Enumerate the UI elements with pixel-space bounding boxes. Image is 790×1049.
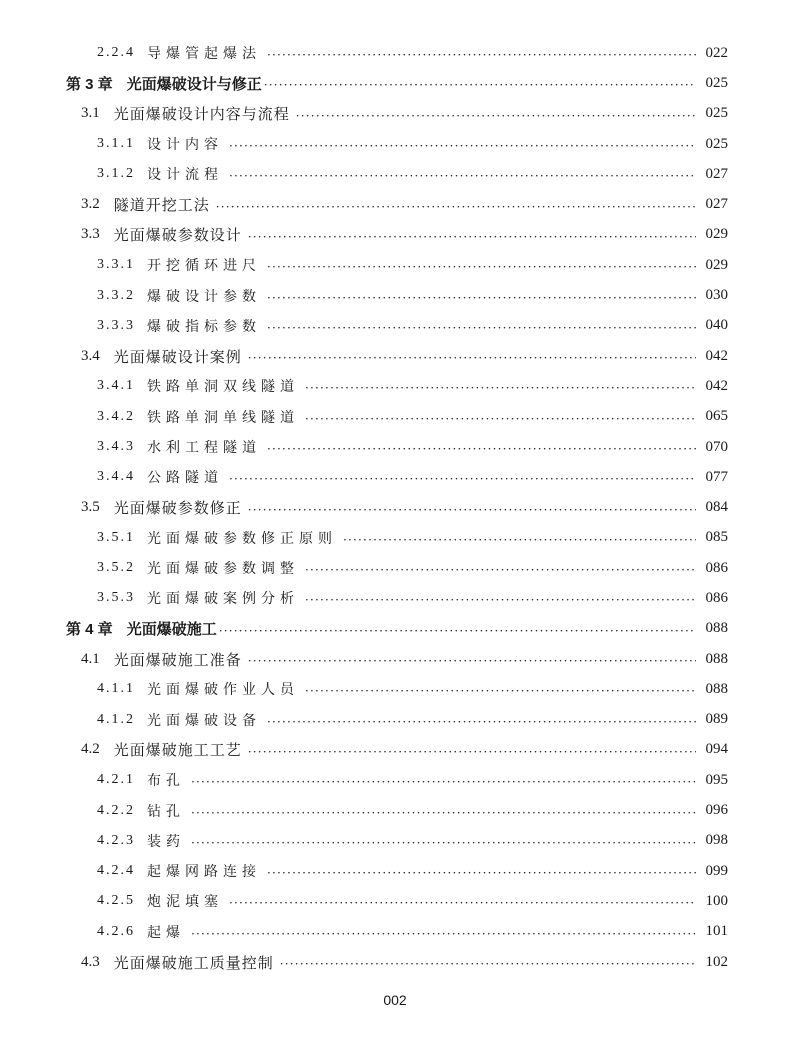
toc-entry-page: 077	[705, 468, 728, 485]
toc-entry-title: 光面爆破设计案例	[113, 347, 242, 366]
toc-entry-section[interactable]	[0, 341, 790, 371]
toc-entry-section[interactable]	[0, 492, 790, 522]
dot-leader	[191, 775, 696, 789]
dot-leader	[280, 957, 696, 971]
toc-entry-number: 3.3.2	[97, 287, 135, 303]
toc-entry-page: 070	[705, 438, 728, 455]
toc-entry-sub[interactable]	[0, 583, 790, 613]
toc-entry-page: 029	[705, 256, 728, 273]
toc-entry-sub[interactable]	[0, 917, 790, 947]
toc-entry-sub[interactable]	[0, 553, 790, 583]
toc-entry-page: 088	[705, 650, 728, 667]
dot-leader	[343, 533, 696, 547]
dot-leader	[229, 169, 696, 183]
toc-entry-title: 光面爆破参数修正	[113, 499, 242, 518]
toc-entry-title: 公路隧道	[147, 470, 223, 487]
toc-entry-page: 029	[705, 226, 728, 243]
toc-entry-page: 102	[705, 953, 728, 970]
toc-entry-title: 炮泥填塞	[147, 894, 223, 911]
toc-entry-sub[interactable]	[0, 523, 790, 553]
dot-leader	[229, 896, 696, 910]
toc-entry-page: 040	[705, 317, 728, 334]
toc-entry-page: 042	[705, 347, 728, 364]
dot-leader	[248, 745, 696, 759]
toc-entry-sub[interactable]	[0, 462, 790, 492]
dot-leader	[216, 200, 696, 214]
toc-entry-title: 光面爆破施工	[126, 620, 217, 639]
toc-entry-page: 027	[705, 165, 728, 182]
toc-entry-title: 起爆网路连接	[147, 864, 261, 881]
toc-entry-number: 3.3.3	[97, 317, 135, 333]
toc-entry-title: 铁路单洞单线隧道	[147, 409, 299, 426]
toc-entry-title: 爆破设计参数	[147, 288, 261, 305]
toc-entry-section[interactable]	[0, 220, 790, 250]
toc-entry-sub[interactable]	[0, 886, 790, 916]
dot-leader	[267, 291, 696, 305]
toc-entry-title: 光面爆破施工工艺	[113, 741, 242, 760]
dot-leader	[267, 715, 696, 729]
toc-entry-number: 3.4.2	[97, 408, 135, 424]
dot-leader	[229, 472, 696, 486]
toc-entry-page: 027	[705, 196, 728, 213]
toc-entry-sub[interactable]	[0, 129, 790, 159]
dot-leader	[248, 503, 696, 517]
toc-entry-title: 起爆	[147, 924, 185, 941]
toc-entry-sub[interactable]	[0, 674, 790, 704]
toc-entry-sub[interactable]	[0, 159, 790, 189]
toc-entry-number: 4.2.2	[97, 802, 135, 818]
toc-entry-title: 光面爆破参数调整	[147, 561, 299, 578]
toc-entry-sub[interactable]	[0, 856, 790, 886]
toc-entry-number: 3.4.1	[97, 378, 135, 394]
dot-leader	[248, 654, 696, 668]
dot-leader	[191, 836, 696, 850]
toc-entry-sub[interactable]	[0, 765, 790, 795]
toc-entry-number: 4.2	[81, 741, 100, 758]
toc-entry-page: 094	[705, 741, 728, 758]
toc-entry-number: 3.4	[81, 347, 100, 364]
dot-leader	[248, 230, 696, 244]
toc-entry-number: 4.2.5	[97, 893, 135, 909]
toc-entry-title: 导爆管起爆法	[147, 46, 261, 63]
toc-entry-sub[interactable]	[0, 280, 790, 310]
toc-entry-page: 096	[705, 802, 728, 819]
toc-entry-number: 3.1.2	[97, 166, 135, 182]
toc-entry-number: 3.3.1	[97, 257, 135, 273]
toc-entry-number: 4.2.4	[97, 863, 135, 879]
toc-entry-title: 光面爆破参数设计	[113, 226, 242, 245]
toc-entry-number: 4.2.6	[97, 923, 135, 939]
dot-leader	[229, 139, 696, 153]
toc-entry-title: 设计流程	[147, 167, 223, 184]
toc-entry-section[interactable]	[0, 99, 790, 129]
toc-entry-number: 4.2.3	[97, 832, 135, 848]
toc-entry-title: 隧道开挖工法	[113, 196, 210, 215]
dot-leader	[191, 927, 696, 941]
toc-entry-number: 第 3 章	[66, 75, 113, 93]
dot-leader	[305, 412, 696, 426]
toc-entry-page: 022	[705, 44, 728, 61]
toc-entry-page: 098	[705, 832, 728, 849]
toc-entry-title: 光面爆破设备	[147, 712, 261, 729]
dot-leader	[264, 78, 696, 92]
toc-entry-number: 4.2.1	[97, 772, 135, 788]
toc-entry-sub[interactable]	[0, 432, 790, 462]
toc-entry-title: 铁路单洞双线隧道	[147, 379, 299, 396]
toc-entry-page: 088	[705, 620, 728, 637]
toc-entry-sub[interactable]	[0, 371, 790, 401]
toc-entry-page: 088	[705, 680, 728, 697]
toc-entry-page: 086	[705, 559, 728, 576]
toc-entry-title: 开挖循环进尺	[147, 258, 261, 275]
toc-entry-title: 光面爆破作业人员	[147, 682, 299, 699]
toc-entry-page: 100	[705, 892, 728, 909]
toc-entry-number: 3.5	[81, 499, 100, 516]
toc-entry-page: 085	[705, 529, 728, 546]
toc-entry-title: 光面爆破参数修正原则	[147, 530, 337, 547]
toc-entry-number: 4.1	[81, 650, 100, 667]
dot-leader	[219, 624, 696, 638]
dot-leader	[267, 442, 696, 456]
toc-entry-title: 光面爆破施工准备	[113, 650, 242, 669]
toc-entry-sub[interactable]	[0, 250, 790, 280]
toc-entry-section[interactable]	[0, 947, 790, 977]
dot-leader	[305, 593, 696, 607]
dot-leader	[305, 381, 696, 395]
dot-leader	[267, 260, 696, 274]
toc-entry-number: 4.1.2	[97, 711, 135, 727]
toc-entry-title: 水利工程隧道	[147, 440, 261, 456]
dot-leader	[267, 321, 696, 335]
dot-leader	[296, 109, 696, 123]
toc-entry-section[interactable]	[0, 189, 790, 219]
toc-entry-page: 042	[705, 377, 728, 394]
toc-entry-section[interactable]	[0, 644, 790, 674]
toc-entry-number: 3.4.3	[97, 439, 135, 454]
toc-entry-page: 025	[705, 74, 728, 91]
toc-entry-number: 3.5.2	[97, 560, 135, 576]
toc-entry-title: 布孔	[147, 773, 185, 790]
dot-leader	[305, 684, 696, 698]
toc-entry-title: 装药	[147, 833, 185, 850]
toc-entry-number: 3.4.4	[97, 469, 135, 485]
toc-entry-page: 095	[705, 771, 728, 788]
toc-entry-page: 065	[705, 408, 728, 425]
toc-entry-chapter[interactable]	[0, 68, 790, 98]
toc-entry-number: 3.5.1	[97, 529, 135, 545]
toc-entry-number: 3.5.3	[97, 590, 135, 606]
table-of-contents	[0, 38, 790, 977]
toc-entry-sub[interactable]	[0, 826, 790, 856]
toc-entry-sub[interactable]	[0, 402, 790, 432]
toc-entry-page: 025	[705, 105, 728, 122]
toc-entry-page: 030	[705, 287, 728, 304]
toc-entry-number: 3.2	[81, 196, 100, 213]
toc-entry-title: 设计内容	[147, 137, 223, 154]
toc-entry-number: 3.1	[81, 105, 100, 122]
toc-entry-sub[interactable]	[0, 705, 790, 735]
toc-entry-page: 101	[705, 923, 728, 940]
page-number: 002	[383, 992, 407, 1008]
toc-entry-number: 4.3	[81, 953, 100, 970]
toc-entry-title: 钻孔	[147, 803, 185, 820]
toc-entry-sub[interactable]	[0, 795, 790, 825]
dot-leader	[267, 866, 696, 880]
toc-entry-page: 089	[705, 711, 728, 728]
toc-entry-number: 第 4 章	[66, 621, 113, 639]
toc-entry-number: 4.1.1	[97, 681, 135, 697]
toc-entry-title: 光面爆破案例分析	[147, 591, 299, 608]
dot-leader	[305, 563, 696, 577]
dot-leader	[267, 48, 696, 62]
toc-entry-title: 爆破指标参数	[147, 318, 261, 335]
toc-entry-page: 086	[705, 589, 728, 606]
toc-entry-title: 光面爆破设计内容与流程	[113, 105, 290, 124]
toc-entry-section[interactable]	[0, 735, 790, 765]
toc-entry-chapter[interactable]	[0, 614, 790, 644]
toc-entry-number: 3.1.1	[97, 136, 135, 152]
toc-entry-sub[interactable]	[0, 38, 790, 68]
toc-entry-page: 099	[705, 862, 728, 879]
toc-entry-title: 光面爆破施工质量控制	[113, 953, 274, 972]
dot-leader	[248, 351, 696, 365]
toc-entry-page: 025	[705, 135, 728, 152]
toc-entry-sub[interactable]	[0, 311, 790, 341]
toc-entry-number: 2.2.4	[97, 45, 135, 61]
toc-entry-number: 3.3	[81, 226, 100, 243]
toc-entry-page: 084	[705, 499, 728, 516]
dot-leader	[191, 806, 696, 820]
toc-entry-title: 光面爆破设计与修正	[126, 74, 262, 93]
